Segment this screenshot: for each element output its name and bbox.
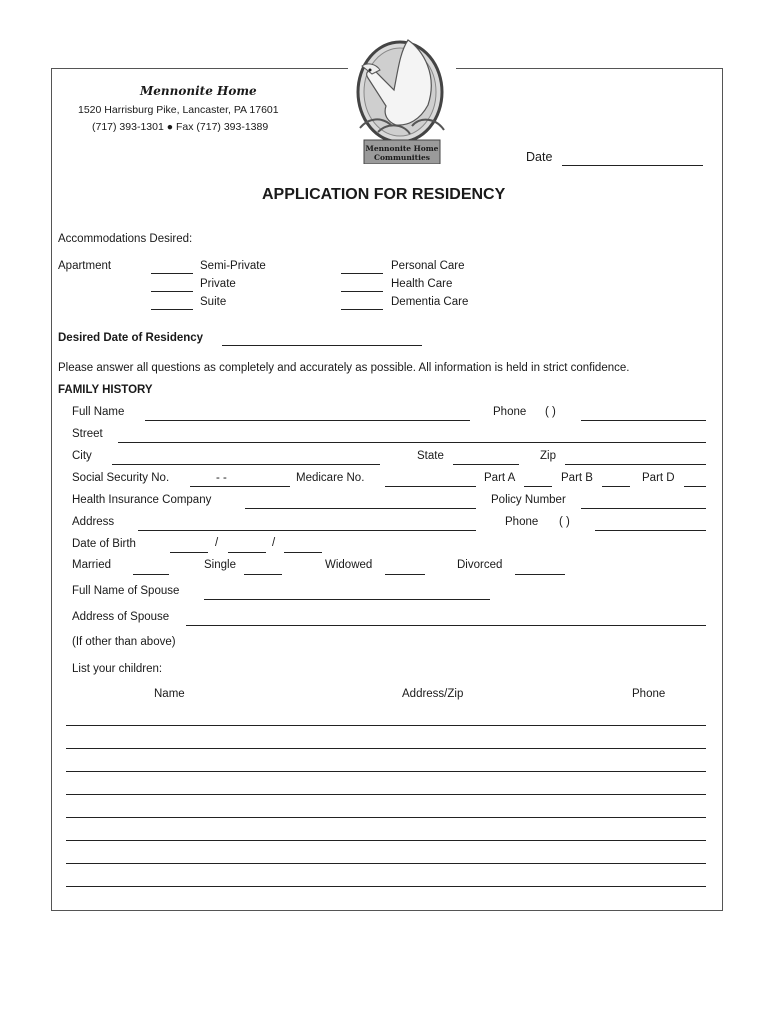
divorced-label: Divorced <box>457 559 503 571</box>
option-label: Semi-Private <box>200 260 266 272</box>
child-line[interactable] <box>66 725 706 726</box>
medicare-field[interactable] <box>385 486 476 487</box>
address-field[interactable] <box>138 530 476 531</box>
list-children-label: List your children: <box>72 663 163 675</box>
dove-logo-icon <box>348 30 456 164</box>
spouse-name-field[interactable] <box>204 599 490 600</box>
child-line[interactable] <box>66 748 706 749</box>
full-name-label: Full Name <box>72 406 125 418</box>
logo-text-line2: Communities <box>374 153 430 162</box>
child-line[interactable] <box>66 794 706 795</box>
logo-text-line1: Mennonite Home <box>365 144 439 153</box>
option-label: Health Care <box>391 278 453 290</box>
if-other-note: (If other than above) <box>72 636 176 648</box>
phone-area-code: ( ) <box>559 516 570 528</box>
married-label: Married <box>72 559 111 571</box>
policy-number-label: Policy Number <box>491 494 566 506</box>
date-field[interactable] <box>562 165 703 166</box>
semi-private-field[interactable] <box>151 273 193 274</box>
dob-label: Date of Birth <box>72 538 136 550</box>
dob-day-field[interactable] <box>228 552 266 553</box>
option-label: Suite <box>200 296 227 308</box>
part-b-field[interactable] <box>602 486 630 487</box>
option-label: Personal Care <box>391 260 465 272</box>
health-insurance-label: Health Insurance Company <box>72 494 212 506</box>
part-b-label: Part B <box>561 472 593 484</box>
dob-year-field[interactable] <box>284 552 322 553</box>
date-label: Date <box>526 150 553 164</box>
ssn-label: Social Security No. <box>72 472 170 484</box>
part-a-field[interactable] <box>524 486 552 487</box>
desired-date-label: Desired Date of Residency <box>58 332 204 344</box>
apartment-label: Apartment <box>58 260 112 272</box>
single-field[interactable] <box>244 574 282 575</box>
ssn-dashes: - - <box>216 472 227 484</box>
child-line[interactable] <box>66 840 706 841</box>
org-phone-fax: (717) 393-1301 ● Fax (717) 393-1389 <box>92 121 269 133</box>
part-a-label: Part A <box>484 472 516 484</box>
spouse-address-label: Address of Spouse <box>72 611 170 623</box>
part-d-label: Part D <box>642 472 675 484</box>
option-label: Private <box>200 278 236 290</box>
full-name-field[interactable] <box>145 420 470 421</box>
state-label: State <box>417 450 444 462</box>
widowed-field[interactable] <box>385 574 425 575</box>
spouse-address-field[interactable] <box>186 625 706 626</box>
address-label: Address <box>72 516 115 528</box>
desired-date-field[interactable] <box>222 345 422 346</box>
instructions: Please answer all questions as completely and accurately as possible. All information is held in strict confidence. <box>58 362 630 374</box>
dob-month-field[interactable] <box>170 552 208 553</box>
personal-care-field[interactable] <box>341 273 383 274</box>
accommodations-label: Accommodations Desired: <box>58 233 193 245</box>
phone-field[interactable] <box>581 420 706 421</box>
zip-label: Zip <box>540 450 556 462</box>
spouse-name-label: Full Name of Spouse <box>72 585 180 597</box>
page-title: APPLICATION FOR RESIDENCY <box>262 186 506 203</box>
street-field[interactable] <box>118 442 706 443</box>
policy-number-field[interactable] <box>581 508 706 509</box>
phone-area-code: ( ) <box>545 406 556 418</box>
dementia-care-field[interactable] <box>341 309 383 310</box>
org-name: Mennonite Home <box>140 84 257 98</box>
children-col-address: Address/Zip <box>402 688 464 700</box>
child-line[interactable] <box>66 886 706 887</box>
dob-slash: / <box>272 537 276 549</box>
family-history-heading: FAMILY HISTORY <box>58 384 153 396</box>
city-field[interactable] <box>112 464 380 465</box>
medicare-label: Medicare No. <box>296 472 365 484</box>
health-insurance-field[interactable] <box>245 508 476 509</box>
street-label: Street <box>72 428 103 440</box>
phone-label: Phone <box>493 406 527 418</box>
logo <box>348 30 456 164</box>
children-col-phone: Phone <box>632 688 666 700</box>
ssn-field[interactable] <box>190 486 290 487</box>
children-col-name: Name <box>154 688 185 700</box>
part-d-field[interactable] <box>684 486 706 487</box>
single-label: Single <box>204 559 236 571</box>
org-address: 1520 Harrisburg Pike, Lancaster, PA 17601 <box>78 104 279 116</box>
widowed-label: Widowed <box>325 559 373 571</box>
phone-field-2[interactable] <box>595 530 706 531</box>
state-field[interactable] <box>453 464 519 465</box>
health-care-field[interactable] <box>341 291 383 292</box>
married-field[interactable] <box>133 574 169 575</box>
phone-label: Phone <box>505 516 539 528</box>
zip-field[interactable] <box>565 464 706 465</box>
child-line[interactable] <box>66 771 706 772</box>
divorced-field[interactable] <box>515 574 565 575</box>
child-line[interactable] <box>66 817 706 818</box>
child-line[interactable] <box>66 863 706 864</box>
option-label: Dementia Care <box>391 296 469 308</box>
suite-field[interactable] <box>151 309 193 310</box>
dob-slash: / <box>215 537 219 549</box>
private-field[interactable] <box>151 291 193 292</box>
city-label: City <box>72 450 92 462</box>
